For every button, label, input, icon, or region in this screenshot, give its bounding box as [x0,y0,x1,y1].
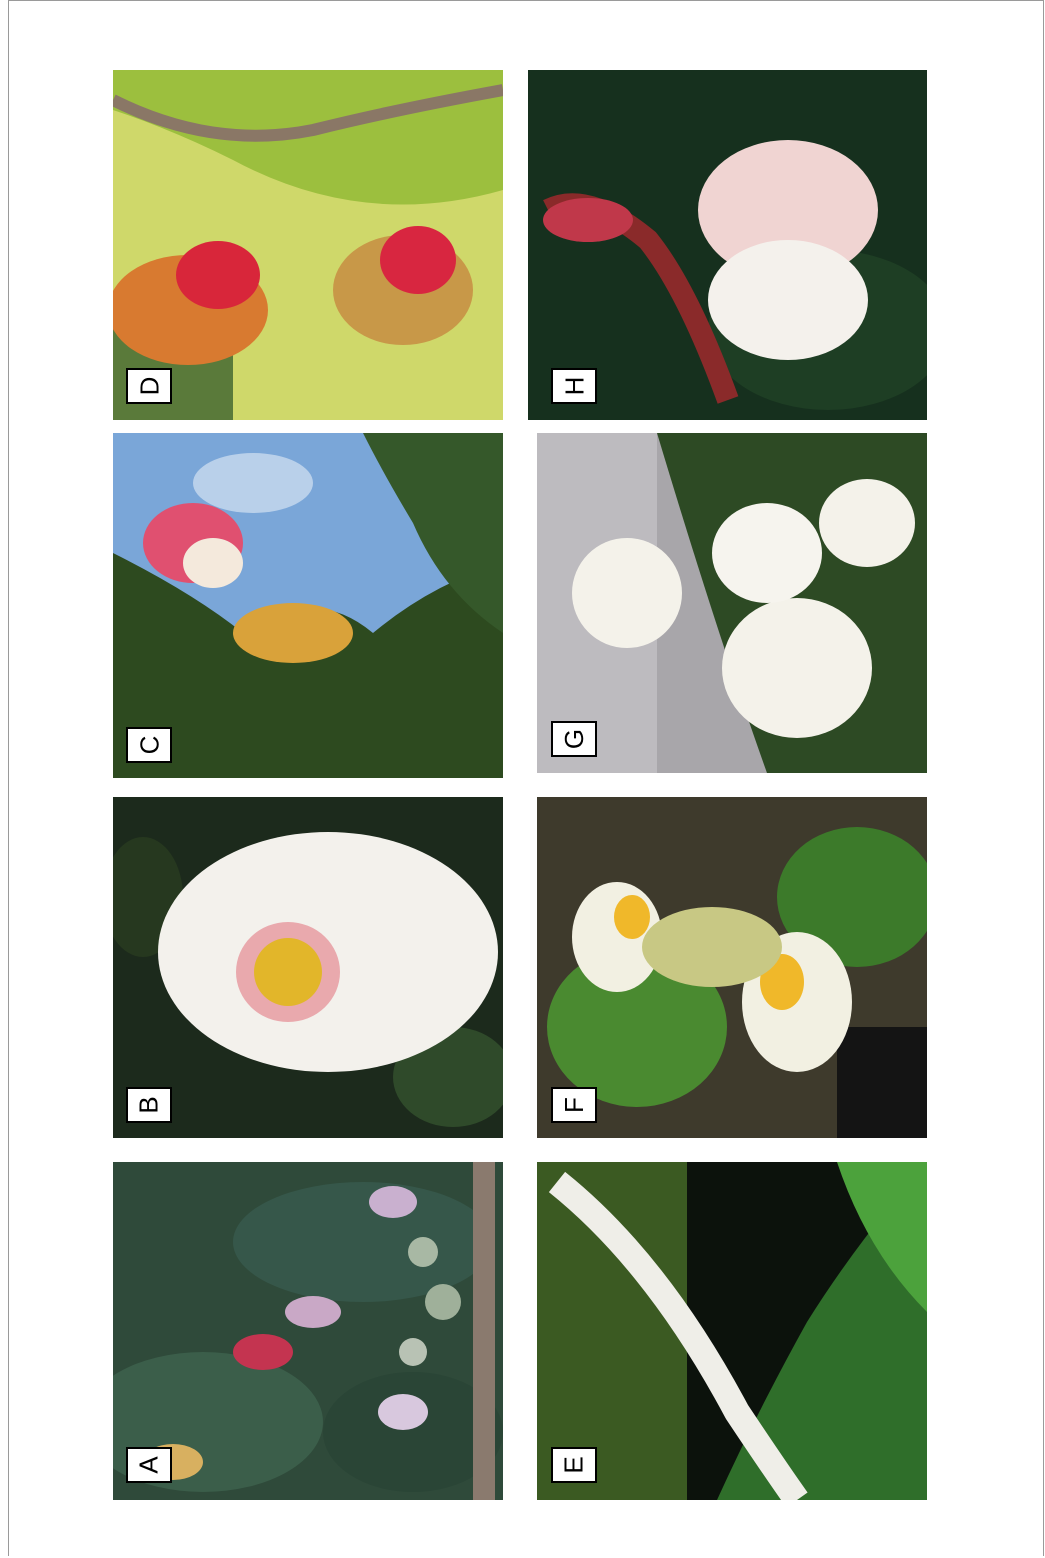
panel-label-e [551,1447,597,1483]
panel-label-b-text: B [134,1096,164,1114]
panel-label-h-text: H [559,376,589,396]
panel-label-f [551,1087,597,1123]
panel-label-g [551,721,597,757]
panel-label-h [551,368,597,404]
panel-label-g-text: G [558,728,589,750]
panel-label-d-text: D [134,376,164,396]
panel-label-c [126,727,172,763]
panel-label-e-text: E [559,1456,589,1474]
panel-label-c-text: C [134,735,164,755]
panel-label-b [126,1087,172,1123]
panel-label-f-text: F [558,1097,589,1113]
panel-label-d [126,368,172,404]
panel-label-a [126,1447,172,1483]
panel-label-a-text: A [134,1456,164,1474]
